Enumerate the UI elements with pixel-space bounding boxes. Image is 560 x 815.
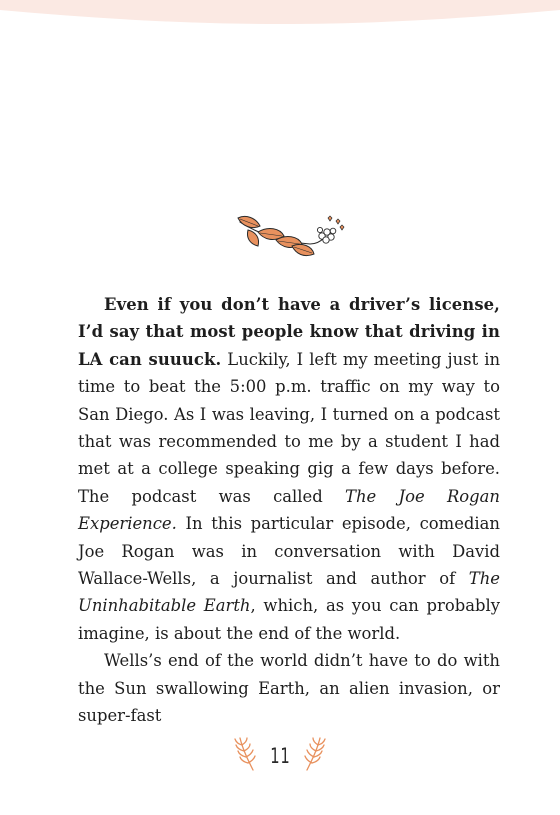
paragraph-text: In this particular episode, comedian Joe Rogan was in conversation with David Wallace-Wells, a journalist and author of — [78, 514, 500, 589]
paragraph-text: Luckily, I left my meeting just in time to beat the 5:00 p.m. traffic on my way to San Diego. As I was leaving, I turned on a podcast that was recommended to me by a student I had met at a college speaking gig a few days before. The podcast was called — [78, 349, 500, 506]
paragraph-lead-in: Even if you don’t have a driver’s license, I’d say that most people know that driving in LA can suuuck. — [78, 295, 500, 369]
wheat-sprig-icon — [234, 736, 258, 776]
wheat-sprig-icon — [302, 736, 326, 776]
paragraph-2 — [78, 647, 500, 729]
top-decorative-band — [0, 0, 560, 24]
page-number: 11 — [269, 743, 291, 768]
paragraph-text: , which, as you can probably imagine, is about the end of the world. — [78, 596, 500, 643]
body-text — [78, 291, 500, 730]
paragraph-1 — [78, 291, 500, 647]
paragraph-text: Wells’s end of the world didn’t have to do with the Sun swallowing Earth, an alien invasion, or super-fast — [78, 651, 500, 726]
podcast-title: The Joe Rogan Experience. — [78, 486, 500, 534]
book-title: The Uninhabitable Earth — [78, 569, 500, 616]
page-footer — [0, 736, 560, 776]
flowering-branch-icon — [232, 212, 348, 264]
